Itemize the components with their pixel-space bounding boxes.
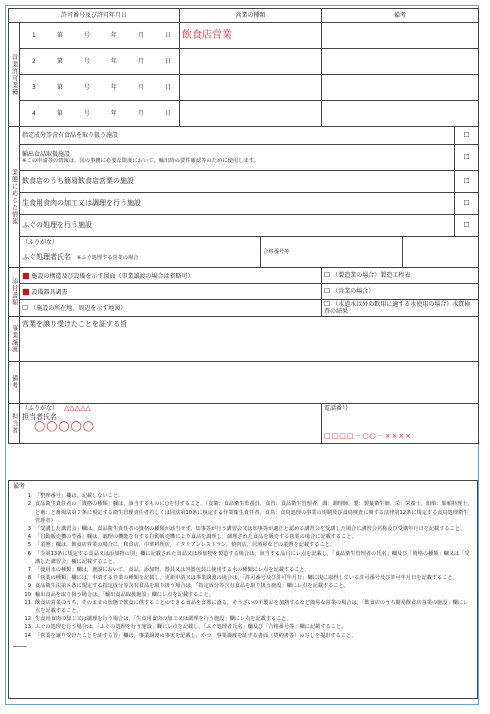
permit-remarks-cell[interactable] — [322, 101, 479, 127]
remarks-row — [9, 361, 479, 403]
note-item: 1 「整理番号」欄は，記載しないこと。 — [27, 493, 124, 500]
info-row — [9, 145, 479, 171]
permit-remarks-cell[interactable] — [322, 49, 479, 75]
business-type-cell[interactable] — [180, 23, 322, 49]
info-checkbox[interactable]: ☐ — [455, 127, 479, 145]
contact-furigana-cell[interactable] — [20, 403, 322, 413]
row-index: 1 — [32, 31, 36, 39]
info-label: 指定成分等含有食品を取り扱う施設 — [20, 127, 455, 145]
info-checkbox[interactable]: ☐ — [455, 215, 479, 237]
cert-number-label: 合格番号等 — [261, 237, 403, 268]
note-item: 5 「業態」欄は，飲食店営業の場合に，和食店，中華料理店，イタリアンレストラン，焼肉店，居酒屋などの業態を記載すること。 — [27, 542, 335, 549]
remarks-header: 備考 — [322, 9, 479, 23]
note-item: 9 食品衛生法第８条に規定する指定成分等含有食品を取り扱う場合は，「指定成分等含有食品を取り扱う施設」欄にレ点を記載すること。 — [27, 583, 349, 590]
attach-checkbox[interactable]: ■ — [22, 270, 30, 280]
row-index: 4 — [32, 109, 36, 117]
note-item: 3 「受講した講習会」欄は，食品衛生責任者の資格の種類が該当せず，知事等が行う講習会又は知事等が適正と認める講習会を受講した場合に講習会名称及び受講年月日を記載すること。 — [27, 526, 466, 533]
info-checkbox[interactable]: ☐ — [455, 171, 479, 193]
fugu-name-field[interactable] — [20, 248, 261, 268]
permit-number-cell[interactable]: 2 第 号 年 月 日 — [20, 49, 180, 75]
contact-furigana-label: （ふりがな） — [22, 405, 59, 413]
business-type-cell[interactable] — [180, 49, 322, 75]
business-type-cell[interactable] — [180, 101, 322, 127]
remarks-side-label: 備考 — [9, 361, 20, 403]
contact-furigana-row — [9, 403, 479, 413]
note-item: 14 「営業を譲り受けたことを証する旨」欄は，事業譲渡の事実を記載し，かつ，事業譲渡を証する書面（契約書等）の写しを提出すること。 — [24, 632, 357, 639]
note-item: 10 輸出食品を取り扱う場合は，「輸出食品取扱施設」欄にレ点を記載すること。 — [24, 591, 214, 598]
attach-right-checkbox[interactable]: ☐ — [324, 287, 331, 296]
attach-item-right — [322, 268, 479, 284]
attach-row — [9, 268, 479, 284]
contact-name-value: ◯◯◯◯◯ — [34, 421, 95, 433]
info-checkbox[interactable]: ☐ — [455, 145, 479, 171]
attach-item — [20, 300, 322, 317]
fugu-furigana-label: （ふりがな） — [20, 237, 261, 248]
phone-label: 電話番号 — [322, 403, 479, 413]
permit-header-row — [9, 9, 479, 23]
attach-label: 設備器具調書 — [31, 288, 68, 296]
info-label: ふぐの処理を行う施設 — [20, 215, 455, 237]
info-label: 飲食店のうち簡易飲食店営業の施設 — [20, 171, 455, 193]
permit-row — [9, 75, 479, 101]
attach-right-label: （製造業の場合）製造工程表 — [332, 272, 411, 280]
note-item: 13 ふぐの処理を行う場合は，「ふぐの処理を行う施設」欄にレ点を記載し，「ふぐ処理者氏名」欄及び「合格番号等」欄に記載すること。 — [24, 624, 347, 631]
note-item: 6 「令第13条に規定する食品又は添加物の別」欄に記載された食品又は添加物を製造する場合は，該当する品目にレ点を記載し，「食品衛生管理者の氏名」欄及び「資格の種類」欄又は「受講した講習会」欄に記載すること。 — [27, 550, 470, 565]
row-index: 3 — [32, 83, 36, 91]
permit-remarks-cell[interactable] — [322, 75, 479, 101]
note-item: 2 食品衛生責任者の「資格の種類」欄は，該当するものに○を付すること。（食衛：食品衛生監視員，食管：食品衛生管理者，調：調理師，製：製菓衛生師，栄：栄養士，船舶：船舶料理士，と畜：と畜場法第７条に規定する衛生管理責任者若しくは同法第10条に規定する作業衛生責任者，食鳥：食鳥処理の事業の規制及び食鳥検査に関する法律第12条に規定する食鳥処理衛生管理者） — [27, 501, 473, 524]
permit-number-header: 許可番号及び許可年月日 — [9, 9, 180, 23]
attach-checkbox[interactable]: ■ — [22, 286, 30, 296]
info-label: 輸出食品取扱施設 — [22, 150, 71, 158]
notes-list — [13, 492, 473, 640]
attach-side-label: 添付書類 — [9, 268, 20, 317]
note-item: 4 「自動販売機の型番」欄は，調理の機能を有する自動販売機により食品を調理し，調理された食品を販売する営業の場合に記載すること。 — [27, 534, 357, 541]
permit-row — [9, 49, 479, 75]
permit-row — [9, 101, 479, 127]
contact-name-cell[interactable] — [20, 413, 322, 443]
attach-right-label: （営業の場合） — [332, 288, 375, 296]
contact-name-label: 担当者氏名 — [22, 413, 57, 422]
notes-section — [8, 480, 478, 699]
permit-side-label: 営業許可業種 — [9, 23, 20, 127]
row-index: 2 — [32, 57, 36, 65]
notes-end-divider — [13, 646, 27, 647]
attach-item-right — [322, 300, 479, 317]
fugu-name-label: ふぐ処理者氏名 — [22, 253, 71, 262]
phone-cell[interactable] — [322, 413, 479, 443]
note-item: 7 「使用水の種類」欄は，施設において，食品，添加物，器具又は容器包装に使用する水の種類にレ点を記載すること。 — [27, 567, 310, 574]
transfer-field[interactable] — [20, 316, 479, 361]
permit-number-cell[interactable]: 1 第 号 年 月 日 — [20, 23, 180, 49]
permit-row — [9, 23, 479, 49]
form-table — [8, 8, 479, 444]
phone-value: □□□□－○○－×××× — [324, 432, 413, 441]
notes-title: 備考 — [13, 483, 26, 490]
transfer-side-label: 事業譲渡 — [9, 316, 20, 361]
attach-label: （施設の所在地，周辺を示す地図） — [30, 304, 127, 312]
permit-number-cell[interactable]: 3 第 号 年 月 日 — [20, 75, 180, 101]
contact-name-row — [9, 413, 479, 443]
transfer-text: 営業を譲り受けたことを証する旨 — [22, 319, 127, 328]
info-checkbox[interactable]: ☐ — [455, 193, 479, 215]
cert-number-field[interactable] — [403, 237, 479, 268]
permit-number-cell[interactable]: 4 第 号 年 月 日 — [20, 101, 180, 127]
contact-side-label: 担当者 — [9, 403, 20, 443]
attach-label: 施設の構造及び設備を示す図面（事業譲渡の場合は省略可） — [31, 272, 194, 280]
attach-row — [9, 300, 479, 317]
business-type-header: 営業の種類 — [180, 9, 322, 23]
note-item: 8 「営業の種類」欄には，申請する営業の種類を記載し，更新申請又は事業譲渡の場合は，「許可番号及び許可年月日」欄に現に取得している許可番号及び許可年月日を記載すること。 — [27, 575, 458, 582]
business-type-cell[interactable] — [180, 75, 322, 101]
info-sub-note: ※この申請等の情報は，国の事務に必要な限度において，輸出時の要件確認等のために使用します。 — [22, 157, 259, 164]
attach-right-checkbox[interactable]: ☐ — [324, 300, 331, 308]
attach-row — [9, 284, 479, 300]
permit-remarks-cell[interactable] — [322, 23, 479, 49]
transfer-row — [9, 316, 479, 361]
attach-checkbox[interactable]: ☐ — [22, 303, 29, 312]
note-item: 12 生食用食肉の加工又は調理を行う場合は，「生食用食肉の加工又は調理を行う施設」欄にレ点を記載すること。 — [24, 616, 292, 623]
info-row — [9, 127, 479, 145]
info-row — [9, 193, 479, 215]
info-row — [9, 215, 479, 237]
note-item: 11 飲食店営業のうち，そのままの状態で飲食に供することのできる食品を食器に盛る，そうざいの半製品を加熱するなど簡易な営業の場合は，「飲食店のうち簡易飲食店営業の施設」欄にレ点を記載すること。 — [24, 599, 469, 615]
attach-right-label: （水道水以外の飲用に適する水使用の場合）水質検査の結果 — [324, 301, 471, 316]
remarks-field[interactable] — [20, 361, 479, 403]
attach-item — [20, 268, 322, 284]
fugu-name-note: ※ふぐ処理する営業の場合 — [76, 255, 139, 262]
fugu-furigana-row — [9, 237, 479, 248]
business-type-value: 飲食店営業 — [182, 29, 233, 41]
attach-right-checkbox[interactable]: ☐ — [324, 271, 331, 280]
contact-furigana-value: △△△△△ — [63, 404, 91, 413]
info-label: 生食用食肉の加工又は調理を行う施設 — [20, 193, 455, 215]
application-form — [8, 8, 478, 444]
attach-item-right — [322, 284, 479, 300]
info-side-label: 業態に応じた情報 — [9, 127, 20, 268]
info-label-cell — [20, 145, 455, 171]
attach-item — [20, 284, 322, 300]
info-row — [9, 171, 479, 193]
